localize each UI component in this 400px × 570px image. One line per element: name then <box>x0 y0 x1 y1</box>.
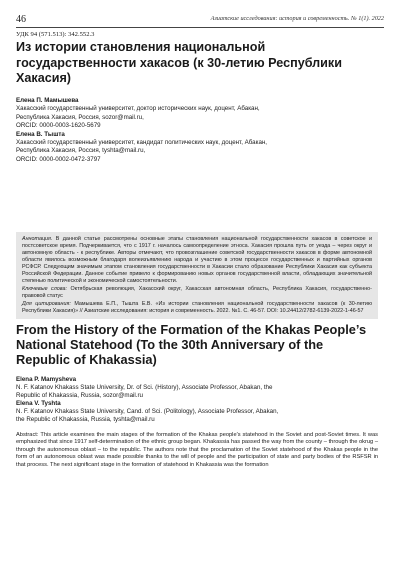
keywords-text: Октябрьская революция, Хакасский округ, Хакасская автономная область, Республика Хакасия, государственно-правовой статус <box>22 286 372 299</box>
article-title-ru: Из истории становления национальной государственности хакасов (к 30-летию Республики Хакасия) <box>16 40 342 85</box>
udk-code: УДК 94 (571.513): 342.552.3 <box>16 31 95 38</box>
abstract-ru <box>22 236 372 285</box>
author-name: Elena V. Tyshta <box>16 400 61 407</box>
authors-ru <box>16 97 356 164</box>
authors-en <box>16 376 366 424</box>
author-affiliation-line: Republic of Khakassia, Russia, sozor@mail.ru <box>16 392 143 399</box>
author-name: Елена П. Мамышева <box>16 97 79 104</box>
author-orcid: ORCID: 0000-0003-1620-5679 <box>16 122 101 130</box>
keywords-ru <box>22 286 372 300</box>
header-rule <box>16 27 384 28</box>
abstract-en <box>16 432 378 469</box>
author-affiliation-line: N. F. Katanov Khakass State University, Cand. of Sci. (Politology), Associate Professor, Abakan, <box>16 408 279 415</box>
article-title-en: From the History of the Formation of the Khakas People’s National Statehood (To the 30th Anniversary of the Republic of Khakassia) <box>16 322 367 368</box>
author-affiliation-line: Республика Хакасия, Россия, tyshta@mail.ru, <box>16 147 146 155</box>
citation-ru <box>22 301 372 315</box>
citation-text: Мамышева Е.П., Тышта Е.В. «Из истории становления национальной государственности хакасов (к 30-летию Республики Хакасия)» // Азиатские исследования: история и современность. 2022. №1. С. 46-57. DOI: 10.24412/2782-6139-2022-1-46-57 <box>22 301 372 314</box>
citation-label: Для цитирования: <box>22 301 71 307</box>
abstract-label: Аннотация. <box>22 236 53 242</box>
keywords-label: Ключевые слова: <box>22 286 67 292</box>
page-number: 46 <box>16 14 26 25</box>
author-orcid: ORCID: 0000-0002-0472-3797 <box>16 155 101 163</box>
author-affiliation-line: N. F. Katanov Khakass State University, Dr. of Sci. (History), Associate Professor, Abakan, the <box>16 384 273 391</box>
running-head: Азиатские исследования: история и современность. № 1(1). 2022 <box>210 15 384 22</box>
author-affiliation-line: the Republic of Khakassia, Russia, tyshta@mail.ru <box>16 416 155 423</box>
abstract-box-ru <box>16 232 378 319</box>
abstract-text: This article examines the main stages of the formation of the Khakas people's statehood in the Soviet and post-Soviet times. It was emphasized that since 1917 self-determination of the ethnic group began. Khakassia has passed the way from the county – through the okrug – through the autonomous oblast – to the republic. The authors note that the proclamation of the Soviet statehood of the Khakas people in the form of an autonomous oblast was made possible thanks to the will of people and the participation of state and party bodies of the RSFSR in that process. The next significant stage in the formation of statehood in Khakassia was the formation <box>16 432 378 468</box>
author-affiliation-line: Хакасский государственный университет, кандидат политических наук, доцент, Абакан, <box>16 139 268 147</box>
author-affiliation-line: Республика Хакасия, Россия, sozor@mail.ru, <box>16 113 144 121</box>
author-affiliation-line: Хакасский государственный университет, доктор исторических наук, доцент, Абакан, <box>16 105 260 113</box>
author-name: Елена В. Тышта <box>16 130 65 138</box>
author-name: Elena P. Mamysheva <box>16 376 77 383</box>
abstract-text: В данной статье рассмотрены основные этапы становления национальной государственности хакасов в советское и постсоветское время. Подчеркивается, что с 1917 г. началось самоопределение этноса. Хакасия прошла путь от уезда – через округ и автономную область - к республике. Авторы отмечают, что провозглашение советской государственности хакасов в форме автономной области явилось возможным благодаря волеизъявлению народа и участию в этом процессе государственных и партийных органов РСФСР. Следующим значимым этапом становления государственности в Хакасии стало образование Республики Хакасия как субъекта Российской Федерации. Данное событие привело к формированию новых органов государственной власти, обладающих значительной степенью политической и экономической самостоятельности. <box>22 236 373 284</box>
abstract-label: Abstract: <box>16 432 39 438</box>
